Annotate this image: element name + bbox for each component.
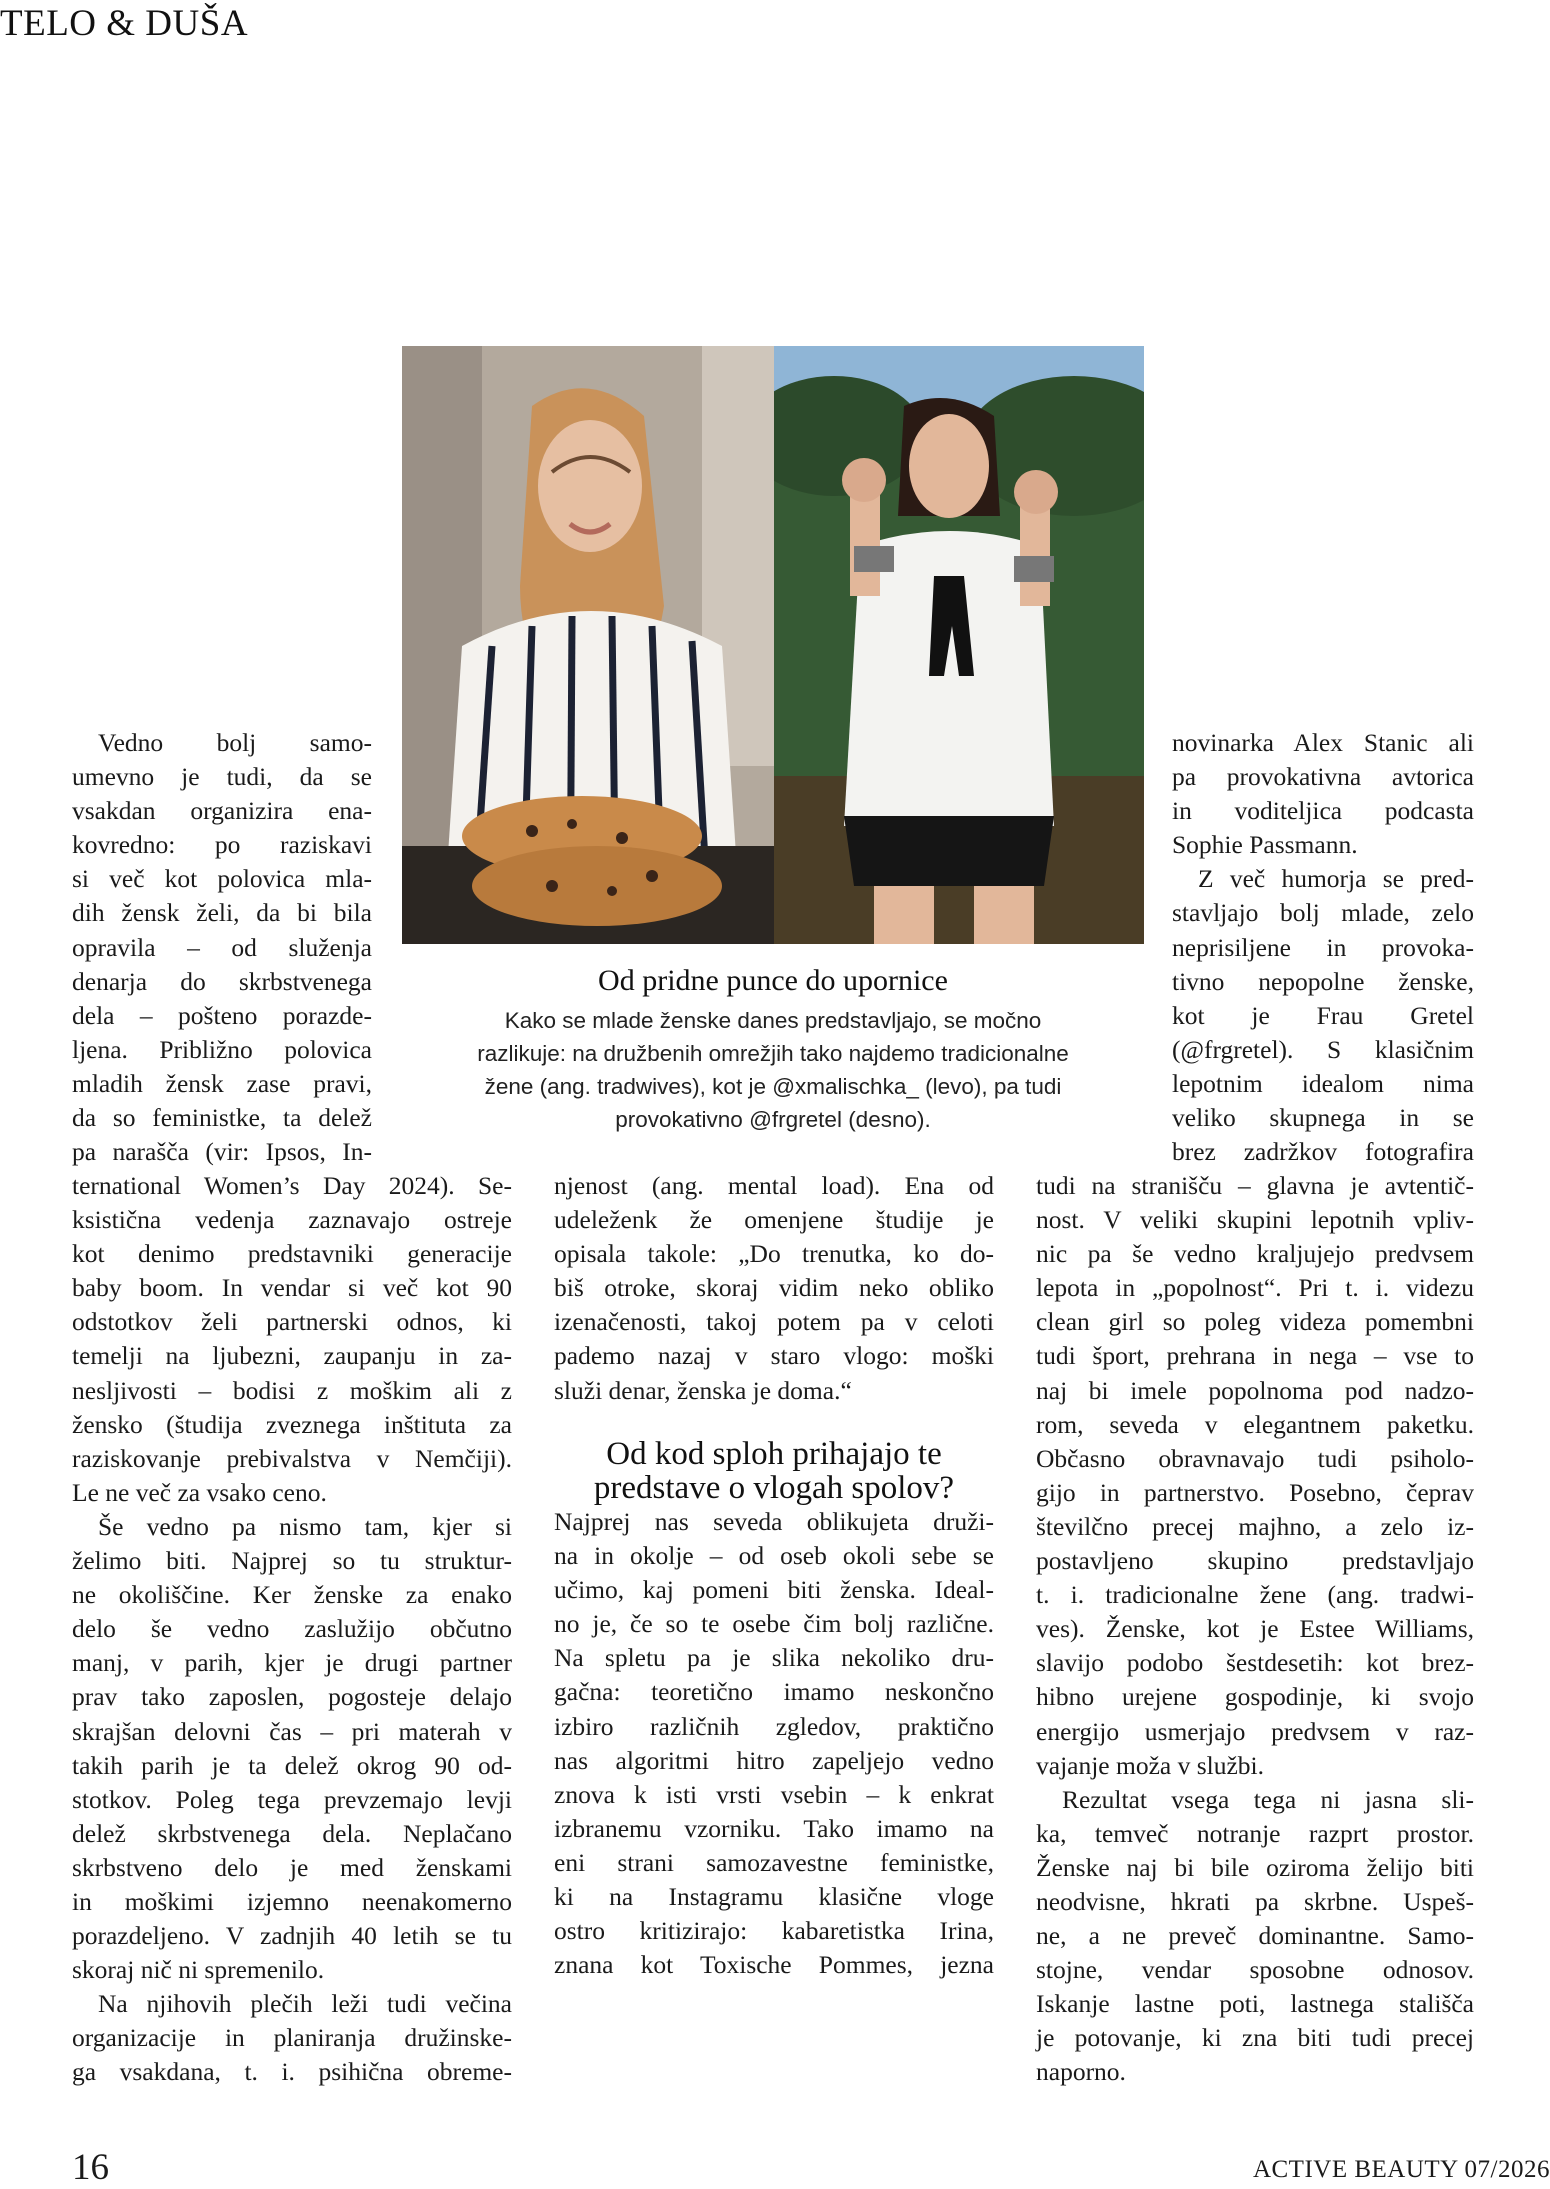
photo-tradwife (402, 346, 774, 944)
text-line: hibno urejene gospodinje, ki svojo (1036, 1682, 1474, 1712)
page-number: 16 (72, 2147, 109, 2188)
text-line: in moškimi izjemno neenakomerno (72, 1886, 512, 1916)
text-line: delo še vedno zaslužijo občutno (72, 1614, 512, 1644)
text-line: lepota in „popolnost“. Pri t. i. videzu (1036, 1273, 1474, 1303)
text-line: ne, a ne preveč dominantne. Samo- (1036, 1921, 1474, 1951)
text-line: clean girl so poleg videza pomembni (1036, 1307, 1474, 1337)
text-line: Le ne več za vsako ceno. (72, 1477, 327, 1507)
text-line: kovredno: po raziskavi (72, 830, 372, 860)
column-2 (554, 1169, 994, 1408)
text-line: delež skrbstvenega dela. Neplačano (72, 1818, 512, 1848)
text-line: na in okolje – od oseb okoli sebe se (554, 1541, 994, 1571)
photo-frgretel (774, 346, 1144, 944)
text-line: pa narašča (vir: Ipsos, In- (72, 1137, 372, 1167)
text-line: novinarka Alex Stanic ali (1172, 728, 1474, 757)
text-line: takih parih je ta delež okrog 90 od- (72, 1750, 512, 1780)
text-line: želimo biti. Najprej so tu struktur- (72, 1546, 512, 1576)
text-line: ka, temveč notranje razprt prostor. (1036, 1818, 1474, 1848)
text-line: žensko (študija zveznega inštituta za (72, 1409, 512, 1439)
text-line: kot denimo predstavniki generacije (72, 1239, 512, 1269)
section-title-text: TELO & DUŠA (0, 3, 249, 44)
text-line: Vedno bolj samo- (98, 728, 372, 757)
text-line: stavljajo bolj mlade, zelo (1172, 898, 1474, 928)
text-line: veliko skupnega in se (1172, 1103, 1474, 1133)
text-line: stotkov. Poleg tega prevzemajo levji (72, 1784, 512, 1814)
text-line: postavljeno skupino predstavljajo (1036, 1546, 1474, 1576)
text-line: energijo usmerjajo predvsem v raz- (1036, 1716, 1474, 1746)
text-line: skrajšan delovni čas – pri materah v (72, 1716, 512, 1746)
text-line: dela – pošteno porazde- (72, 1000, 372, 1030)
image-caption (420, 1004, 1126, 1136)
text-line: učimo, kaj pomeni biti ženska. Ideal- (554, 1575, 994, 1605)
caption-line: razlikuje: na družbenih omrežjih tako najdemo tradicionalne (477, 1041, 1069, 1066)
text-line: (@frgretel). S klasičnim (1172, 1034, 1474, 1064)
text-line: skoraj nič ni spremenilo. (72, 1955, 325, 1985)
text-line: vajanje moža v službi. (1036, 1750, 1265, 1780)
text-line: lepotnim idealom nima (1172, 1068, 1474, 1098)
column-1-bottom (72, 1169, 512, 2090)
text-line: služi denar, ženska je doma.“ (554, 1375, 852, 1405)
text-line: odstotkov želi partnerski odnos, ki (72, 1307, 512, 1337)
text-line: opravila – od služenja (72, 932, 372, 962)
text-line: ostro kritizirajo: kabaretistka Irina, (554, 1916, 994, 1946)
text-line: pademo nazaj v staro vlogo: moški (554, 1341, 994, 1371)
text-line: gačna: teoretično imamo neskončno (554, 1677, 994, 1707)
text-line: tudi šport, prehrana in nega – vse to (1036, 1341, 1474, 1371)
text-line: Ženske naj bi bile oziroma želijo biti (1036, 1852, 1474, 1882)
text-line: denarja do skrbstvenega (72, 966, 372, 996)
text-line: Na spletu pa je slika nekoliko dru- (554, 1643, 994, 1673)
subheading (554, 1437, 994, 1505)
text-line: no je, če so te osebe čim bolj različne. (554, 1609, 994, 1639)
text-line: je potovanje, ki zna biti tudi precej (1036, 2023, 1474, 2053)
text-line: Na njihovih plečih leži tudi večina (98, 1989, 512, 2019)
subheading-line-1: Od kod sploh prihajajo te (606, 1436, 942, 1472)
text-line: njenost (ang. mental load). Ena od (554, 1171, 994, 1200)
text-line: Iskanje lastne poti, lastnega stališča (1036, 1989, 1474, 2019)
text-line: kot je Frau Gretel (1172, 1000, 1474, 1030)
image-caption-title: Od pridne punce do upornice (598, 964, 948, 997)
text-line: vsakdan organizira ena- (72, 796, 372, 826)
text-line: Občasno obravnavajo tudi psiholo- (1036, 1443, 1474, 1473)
column-3-bottom (1036, 1169, 1474, 2090)
subheading-line-2: predstave o vlogah spolov? (593, 1470, 955, 1506)
text-line: izbranemu vzorniku. Tako imamo na (554, 1813, 994, 1843)
text-line: naj bi imele popolnoma pod nadzo- (1036, 1375, 1474, 1405)
text-line: porazdeljeno. V zadnjih 40 letih se tu (72, 1921, 512, 1951)
text-line: tudi na stranišču – glavna je avtentič- (1036, 1171, 1474, 1200)
photo-tradwife-illustration (402, 346, 774, 944)
text-line: neprisiljene in provoka- (1172, 932, 1474, 962)
text-line: ksistična vedenja zaznavajo ostreje (72, 1205, 512, 1235)
text-line: baby boom. In vendar si več kot 90 (72, 1273, 512, 1303)
caption-line: provokativno @frgretel (desno). (615, 1107, 931, 1132)
text-line: ljena. Približno polovica (72, 1034, 372, 1064)
text-line: temelji na ljubezni, zaupanju in za- (72, 1341, 512, 1371)
magazine-issue: ACTIVE BEAUTY 07/2026 (1252, 2156, 1550, 2183)
text-line: neodvisne, hkrati pa skrbne. Uspeš- (1036, 1886, 1474, 1916)
text-line: Najprej nas seveda oblikujeta druži- (554, 1507, 994, 1536)
text-line: ga vsakdana, t. i. psihična obreme- (72, 2057, 512, 2087)
text-line: številčno precej majhno, a zelo iz- (1036, 1511, 1474, 1541)
text-line: ternational Women’s Day 2024). Se- (72, 1171, 512, 1200)
text-line: pa provokativna avtorica (1172, 762, 1474, 792)
text-line: udeleženk že omenjene študije je (554, 1205, 994, 1235)
text-line: Z več humorja se pred- (1198, 864, 1474, 894)
text-line: eni strani samozavestne feministke, (554, 1847, 994, 1877)
text-line: gijo in partnerstvo. Posebno, čeprav (1036, 1477, 1474, 1507)
text-line: in voditeljica podcasta (1172, 796, 1474, 826)
text-line: nesljivosti – bodisi z moškim ali z (72, 1375, 512, 1405)
text-line: rom, seveda v elegantnem paketku. (1036, 1409, 1474, 1439)
text-line: tivno nepopolne ženske, (1172, 966, 1474, 996)
text-line: raziskovanje prebivalstva v Nemčiji). (72, 1443, 512, 1473)
text-line: manj, v parih, kjer je drugi partner (72, 1648, 512, 1678)
text-line: skrbstveno delo je med ženskami (72, 1852, 512, 1882)
text-line: da so feministke, ta delež (72, 1103, 372, 1133)
photo-spread (402, 346, 1144, 944)
text-line: znana kot Toxische Pommes, jezna (554, 1950, 994, 1980)
text-line: Rezultat vsega tega ni jasna sli- (1062, 1784, 1474, 1814)
text-line: mladih žensk zase pravi, (72, 1068, 372, 1098)
text-line: stojne, vendar sposobne odnosov. (1036, 1955, 1474, 1985)
text-line: si več kot polovica mla- (72, 864, 372, 894)
section-title (0, 2, 248, 45)
text-line: znova k isti vrsti vsebin – k enkrat (554, 1779, 994, 1809)
text-line: t. i. tradicionalne žene (ang. tradwi- (1036, 1580, 1474, 1610)
text-line: izenačenosti, takoj potem pa v celoti (554, 1307, 994, 1337)
text-line: Še vedno pa nismo tam, kjer si (98, 1511, 512, 1541)
text-line: ki na Instagramu klasične vloge (554, 1882, 994, 1912)
text-line: opisala takole: „Do trenutka, ko do- (554, 1239, 994, 1269)
text-line: ves). Ženske, kot je Estee Williams, (1036, 1614, 1474, 1644)
text-line: Sophie Passmann. (1172, 830, 1358, 860)
text-line: nas algoritmi hitro zapeljejo vedno (554, 1745, 994, 1775)
text-line: nost. V veliki skupini lepotnih vpliv- (1036, 1205, 1474, 1235)
text-line: naporno. (1036, 2057, 1126, 2087)
text-line: organizacije in planiranja družinske- (72, 2023, 512, 2053)
text-line: slavijo podobo šestdesetih: kot brez- (1036, 1648, 1474, 1678)
column-2-bottom (554, 1505, 994, 1982)
text-line: dih žensk želi, da bi bila (72, 898, 372, 928)
caption-line: Kako se mlade ženske danes predstavljajo, se močno (504, 1008, 1042, 1033)
text-line: nic pa še vedno kraljujejo predvsem (1036, 1239, 1474, 1269)
text-line: brez zadržkov fotografira (1172, 1137, 1474, 1167)
column-3-top (1172, 726, 1474, 1169)
text-line: prav tako zaposlen, pogosteje delajo (72, 1682, 512, 1712)
text-line: izbiro različnih zgledov, praktično (554, 1711, 994, 1741)
column-1-top (72, 726, 372, 1169)
caption-line: žene (ang. tradwives), kot je @xmalischka_ (levo), pa tudi (484, 1074, 1062, 1099)
text-line: ne okoliščine. Ker ženske za enako (72, 1580, 512, 1610)
photo-frgretel-illustration (774, 346, 1144, 944)
text-line: umevno je tudi, da se (72, 762, 372, 792)
text-line: biš otroke, skoraj vidim neko obliko (554, 1273, 994, 1303)
